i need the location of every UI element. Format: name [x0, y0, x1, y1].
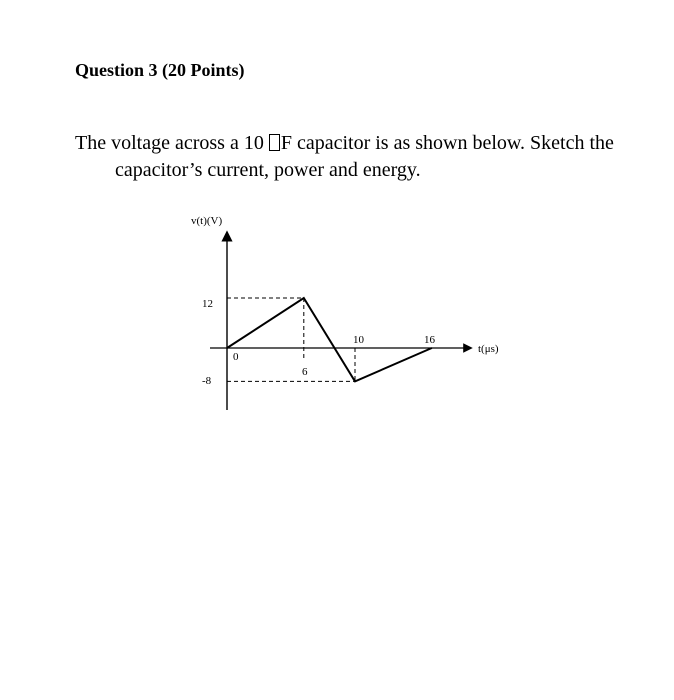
y-tick-neg8: -8: [202, 375, 212, 387]
problem-text-line2: capacitor’s current, power and energy.: [115, 159, 421, 181]
x-tick-10: 10: [353, 334, 364, 346]
x-tick-16: 16: [424, 334, 435, 346]
voltage-waveform-line: [227, 298, 432, 381]
x-axis-label: t(μs): [478, 343, 499, 355]
problem-text-start: The voltage across a 10: [75, 132, 269, 154]
guide-lines: [227, 298, 355, 381]
problem-text-end: F capacitor is as shown below. Sketch the: [280, 132, 614, 154]
x-tick-0: 0: [233, 351, 239, 363]
question-heading: Question 3 (20 Points): [75, 60, 245, 80]
x-tick-6: 6: [302, 366, 308, 378]
y-tick-12: 12: [202, 298, 213, 310]
y-axis-label: v(t)(V): [191, 215, 223, 227]
